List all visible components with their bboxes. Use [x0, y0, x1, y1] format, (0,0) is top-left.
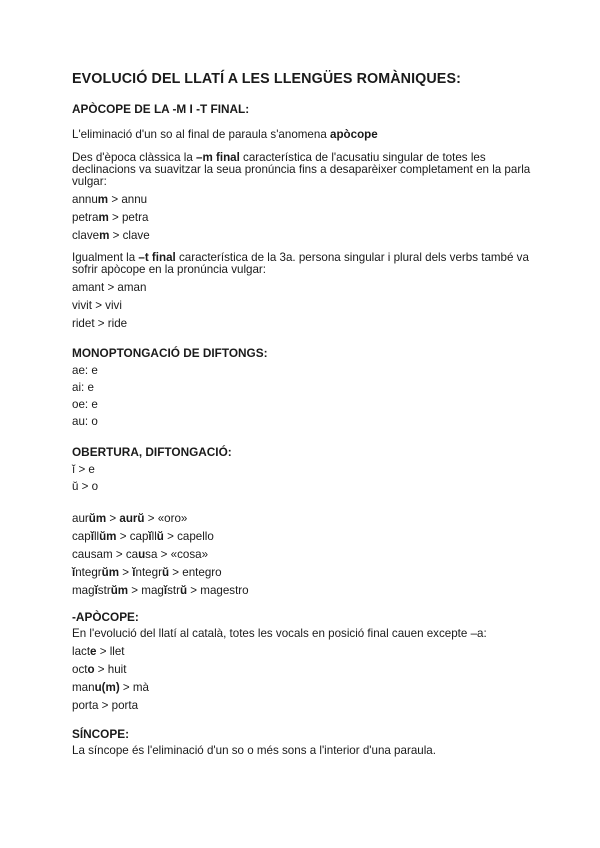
paragraph-t-final: Igualment la –t final característica de la 3a. persona singular i plural dels verbs també va sofrir apòcope en la pronúncia vulgar:	[72, 251, 529, 276]
example-line: causam > causa > «cosa»	[72, 548, 209, 561]
section-heading-sincope: SÍNCOPE:	[72, 727, 130, 741]
example-line: petram > petra	[72, 211, 149, 224]
paragraph-apocope-definition: L'eliminació d'un so al final de paraula s'anomena apòcope	[72, 128, 378, 141]
paragraph-vocals-finals: En l'evolució del llatí al català, totes les vocals en posició final cauen excepte –a:	[72, 627, 487, 640]
section-heading-obertura: OBERTURA, DIFTONGACIÓ:	[72, 445, 232, 459]
section-heading-monoptongacio: MONOPTONGACIÓ DE DIFTONGS:	[72, 346, 268, 360]
example-line: aurŭm > aurŭ > «oro»	[72, 512, 188, 525]
example-line: octo > huit	[72, 663, 127, 676]
list-item: oe: e	[72, 398, 98, 411]
section-heading-apocope-m-t: APÒCOPE DE LA -M I -T FINAL:	[72, 102, 250, 116]
example-line: magĭstrŭm > magĭstrŭ > magestro	[72, 584, 249, 597]
example-line: vivit > vivi	[72, 299, 122, 312]
example-line: amant > aman	[72, 281, 147, 294]
list-item: ai: e	[72, 381, 94, 394]
section-heading-apocope: -APÒCOPE:	[72, 610, 139, 624]
example-line: ridet > ride	[72, 317, 128, 330]
paragraph-m-final: Des d'època clàssica la –m final característica de l'acusatiu singular de totes les declinacions va suavitzar la seua pronúncia fins a desaparèixer completament en la parla vulgar:	[72, 151, 531, 188]
list-item: au: o	[72, 415, 98, 428]
example-line: porta > porta	[72, 699, 139, 712]
rule-item: ĭ > e	[72, 463, 95, 476]
example-line: ĭntegrŭm > ĭntegrŭ > entegro	[72, 566, 222, 579]
list-item: ae: e	[72, 364, 98, 377]
example-line: annum > annu	[72, 193, 148, 206]
example-line: manu(m) > mà	[72, 681, 150, 694]
rule-item: ŭ > o	[72, 480, 99, 493]
example-line: lacte > llet	[72, 645, 125, 658]
example-line: capĭllŭm > capĭllŭ > capello	[72, 530, 214, 543]
example-line: clavem > clave	[72, 229, 150, 242]
paragraph-sincope: La síncope és l'eliminació d'un so o més sons a l'interior d'una paraula.	[72, 744, 436, 757]
document-title: EVOLUCIÓ DEL LLATÍ A LES LLENGÜES ROMÀNIQUES:	[72, 71, 461, 87]
